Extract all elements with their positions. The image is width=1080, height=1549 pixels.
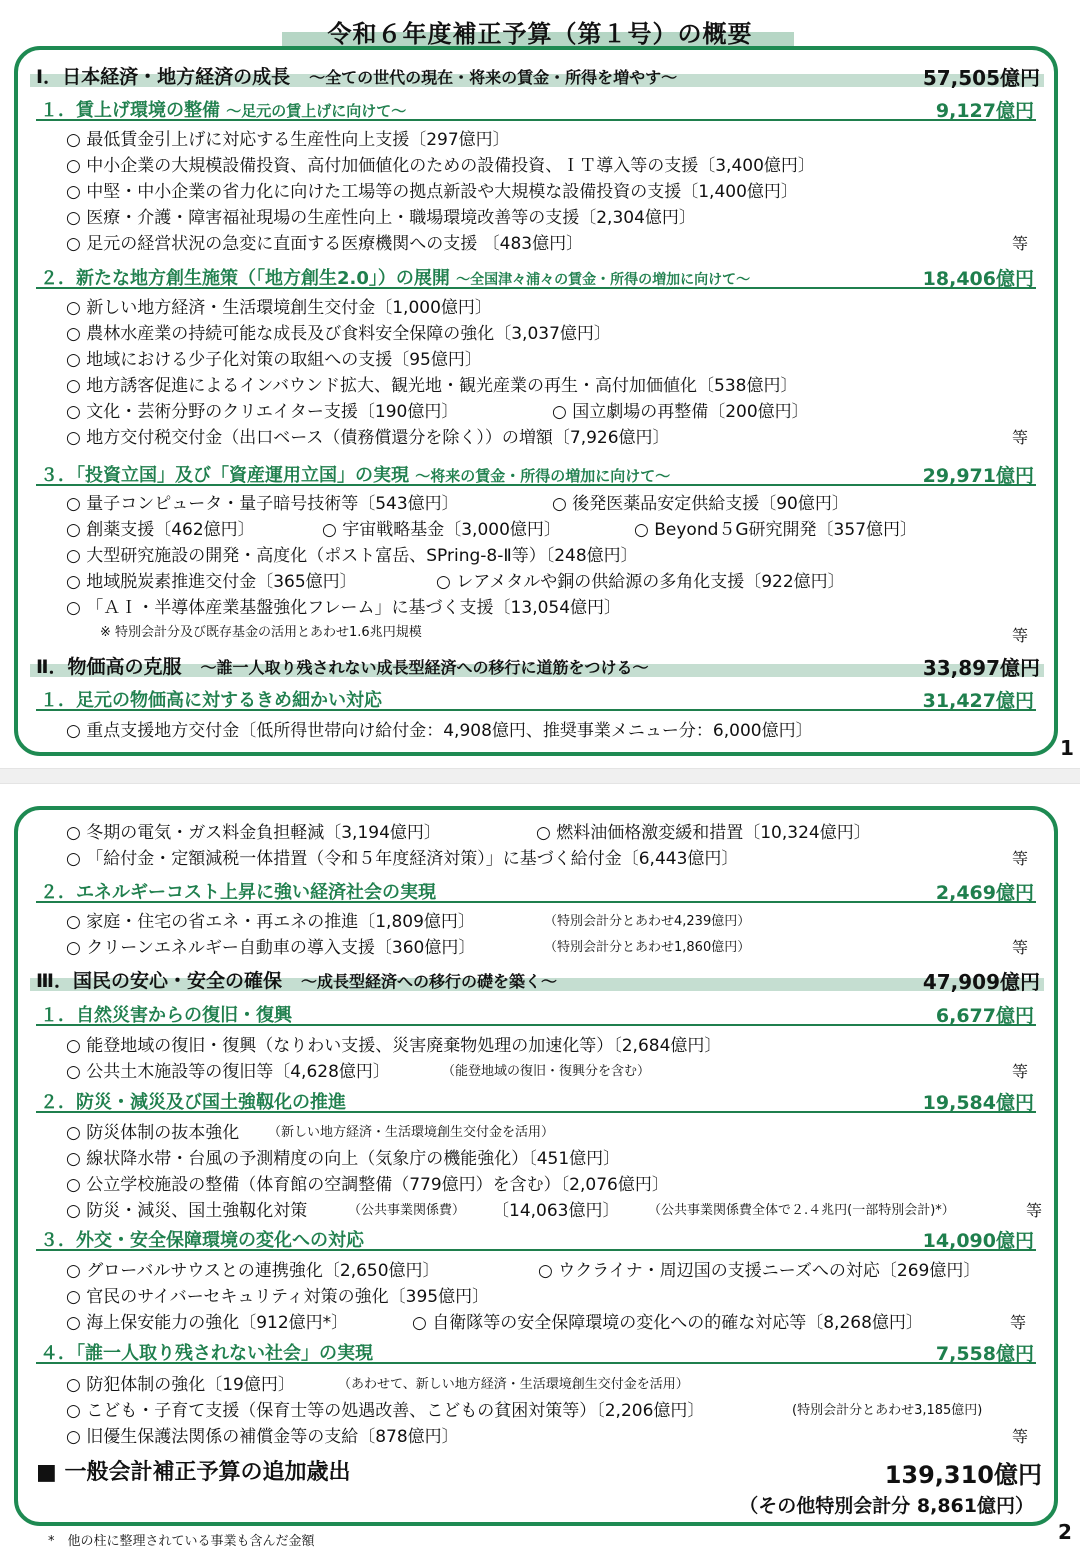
- list-item: ○ 中小企業の大規模設備投資、高付加価値化のための設備投資、ＩＴ導入等の支援〔3,400億円〕: [66, 156, 815, 176]
- section-2-label: Ⅱ．物価高の克服: [36, 656, 182, 678]
- page-separator: [0, 768, 1080, 784]
- subsection-3-3-heading: [30, 1226, 1044, 1252]
- subsection-2-2-heading: [30, 878, 1044, 904]
- subsection-3-2-amount: 19,584億円: [922, 1092, 1034, 1114]
- subsection-3-1-heading: [30, 1001, 1044, 1027]
- etc-marker: 等: [1011, 234, 1028, 253]
- etc-marker: 等: [1025, 1201, 1042, 1220]
- list-item: ○ 重点支援地方交付金〔低所得世帯向け給付金：4,908億円、推奨事業メニュー分：6,000億円〕: [66, 721, 813, 741]
- section-2-heading: [30, 652, 1044, 678]
- subsection-1-1-amount: 9,127億円: [935, 100, 1034, 122]
- section-3-amount: 47,909億円: [922, 970, 1040, 994]
- etc-marker: 等: [1009, 1313, 1026, 1332]
- subsection-1-3-label: ３．「投資立国」及び「資産運用立国」の実現: [40, 465, 409, 486]
- subsection-1-3-amount: 29,971億円: [922, 465, 1034, 487]
- list-item: ○ 文化・芸術分野のクリエイター支援〔190億円〕 ○ 国立劇場の再整備〔200億円〕: [66, 402, 809, 422]
- list-item: ○ 創薬支援〔462億円〕 ○ 宇宙戦略基金〔3,000億円〕 ○ Beyond５G研究開発〔357億円〕: [66, 520, 918, 540]
- list-item: ○ 公立学校施設の整備（体育館の空調整備（779億円）を含む）〔2,076億円〕: [66, 1175, 669, 1195]
- list-item: ○ 公共土木施設等の復旧等〔4,628億円〕 （能登地域の復旧・復興分を含む） 等: [30, 1057, 1044, 1082]
- page-number-2: 2: [1058, 1520, 1072, 1544]
- list-item: ○ 「ＡＩ・半導体産業基盤強化フレーム」に基づく支援〔13,054億円〕: [66, 598, 622, 618]
- total-label: ■ 一般会計補正予算の追加歳出: [36, 1460, 351, 1485]
- list-item: ○ 旧優生保護法関係の補償金等の支給〔878億円〕 等: [30, 1422, 1044, 1447]
- subsection-1-2-subtitle: ～全国津々浦々の賃金・所得の増加に向けて～: [456, 272, 751, 288]
- list-item: ○ 防災体制の抜本強化 （新しい地方経済・生活環境創生交付金を活用）: [66, 1123, 555, 1143]
- etc-marker: 等: [1011, 1427, 1028, 1446]
- list-item: ○ 官民のサイバーセキュリティ対策の強化〔395億円〕: [66, 1287, 490, 1307]
- total-amount: 139,310億円: [884, 1461, 1042, 1489]
- subsection-3-3-label: ３．外交・安全保障環境の変化への対応: [40, 1230, 364, 1251]
- list-item: ○ 大型研究施設の開発・高度化（ポスト富岳、SPring-8-Ⅱ等）〔248億円〕: [66, 546, 638, 566]
- subsection-3-2-label: ２．防災・減災及び国土強靱化の推進: [40, 1092, 346, 1113]
- title-area: [0, 8, 1080, 48]
- subsection-1-3-heading: [30, 461, 1044, 487]
- subsection-2-2-amount: 2,469億円: [935, 882, 1034, 904]
- subsection-3-4-label: ４．「誰一人取り残されない社会」の実現: [40, 1343, 373, 1364]
- list-item: ○ 地域における少子化対策の取組への支援〔95億円〕: [66, 350, 482, 370]
- section-3-heading: [30, 966, 1044, 992]
- list-item: ○ 防災・減災、国土強靱化対策 （公共事業関係費） 〔14,063億円〕 （公共事業関係費全体で２.４兆円(一部特別会計)*） 等: [30, 1196, 1044, 1221]
- etc-marker: 等: [1011, 1062, 1028, 1081]
- list-item: ○ 海上保安能力の強化〔912億円*〕 ○ 自衛隊等の安全保障環境の変化への的確な対応等〔8,268億円〕 等: [30, 1308, 1044, 1333]
- subsection-1-2-label: ２．新たな地方創生施策（「地方創生2.0」）の展開: [40, 268, 450, 289]
- section-3-label: Ⅲ．国民の安心・安全の確保: [36, 970, 282, 992]
- section-1-label: Ⅰ．日本経済・地方経済の成長: [36, 66, 291, 88]
- footnote: * 他の柱に整理されている事業も含んだ金額: [48, 1534, 315, 1549]
- list-item: ○ 量子コンピュータ・量子暗号技術等〔543億円〕 ○ 後発医薬品安定供給支援〔90億円〕: [66, 494, 849, 514]
- list-item: ○ 「給付金・定額減税一体措置（令和５年度経済対策）」に基づく給付金〔6,443億円〕 等: [30, 844, 1044, 869]
- subsection-3-4-amount: 7,558億円: [935, 1343, 1034, 1365]
- list-item: ○ 地方誘客促進によるインバウンド拡大、観光地・観光産業の再生・高付加価値化〔538億円〕: [66, 376, 798, 396]
- list-item: ○ 地方交付税交付金（出口ベース（債務償還分を除く））の増額〔7,926億円〕 等: [30, 423, 1044, 448]
- list-item: ○ 医療・介護・障害福祉現場の生産性向上・職場環境改善等の支援〔2,304億円〕: [66, 208, 696, 228]
- section-1-subtitle: ～全ての世代の現在・将来の賃金・所得を増やす～: [309, 68, 678, 87]
- subsection-3-2-heading: [30, 1088, 1044, 1114]
- list-item: ○ 線状降水帯・台風の予測精度の向上（気象庁の機能強化）〔451億円〕: [66, 1149, 621, 1169]
- subsection-1-3-subtitle: ～将来の賃金・所得の増加に向けて～: [415, 467, 671, 485]
- section-3-subtitle: ～成長型経済への移行の礎を築く～: [300, 972, 557, 991]
- page-title: 令和６年度補正予算（第１号）の概要: [327, 20, 753, 48]
- list-item: ○ 能登地域の復旧・復興（なりわい支援、災害廃棄物処理の加速化等）〔2,684億円〕: [66, 1036, 722, 1056]
- list-item: ○ 中堅・中小企業の省力化に向けた工場等の拠点新設や大規模な設備投資の支援〔1,400億円〕: [66, 182, 798, 202]
- subsection-2-1-label: １．足元の物価高に対するきめ細かい対応: [40, 690, 382, 711]
- etc-marker: 等: [1011, 626, 1028, 645]
- list-item: ○ こども・子育て支援（保育士等の処遇改善、こどもの貧困対策等）〔2,206億円〕 (特別会計分とあわせ3,185億円): [66, 1401, 983, 1421]
- list-item: ○ グローバルサウスとの連携強化〔2,650億円〕 ○ ウクライナ・周辺国の支援ニーズへの対応〔269億円〕: [66, 1261, 981, 1281]
- list-item: ○ 冬期の電気・ガス料金負担軽減〔3,194億円〕 ○ 燃料油価格激変緩和措置〔10,324億円〕: [66, 823, 871, 843]
- page-number-1: 1: [1060, 736, 1074, 760]
- subsection-1-1-subtitle: ～足元の賃上げに向けて～: [226, 102, 407, 120]
- subsection-1-2-amount: 18,406億円: [922, 268, 1034, 290]
- subsection-1-1-label: １．賃上げ環境の整備: [40, 100, 220, 121]
- note-line: ※ 特別会計分及び既存基金の活用とあわせ1.6兆円規模 等: [100, 625, 1028, 645]
- special-account-row: [30, 1491, 1044, 1519]
- special-account-amount: （その他特別会計分 8,861億円）: [739, 1495, 1034, 1517]
- section-2-amount: 33,897億円: [922, 656, 1040, 680]
- subsection-2-1-heading: [30, 686, 1044, 712]
- list-item: ○ 農林水産業の持続可能な成長及び食料安全保障の強化〔3,037億円〕: [66, 324, 611, 344]
- subsection-2-2-label: ２．エネルギーコスト上昇に強い経済社会の実現: [40, 882, 436, 903]
- subsection-1-2-heading: [30, 264, 1044, 290]
- etc-marker: 等: [1011, 938, 1028, 957]
- list-item: ○ 最低賃金引上げに対応する生産性向上支援〔297億円〕: [66, 130, 510, 150]
- section-2-subtitle: ～誰一人取り残されない成長型経済への移行に道筋をつける～: [200, 658, 649, 677]
- subsection-3-1-label: １．自然災害からの復旧・復興: [40, 1005, 292, 1026]
- etc-marker: 等: [1011, 428, 1028, 447]
- list-item: ○ 防犯体制の強化〔19億円〕 （あわせて、新しい地方経済・生活環境創生交付金を活用）: [66, 1375, 689, 1395]
- subsection-1-1-heading: [30, 96, 1044, 122]
- subsection-2-1-amount: 31,427億円: [922, 690, 1034, 712]
- list-item: ○ 家庭・住宅の省エネ・再エネの推進〔1,809億円〕 （特別会計分とあわせ4,239億円）: [66, 912, 751, 932]
- section-1-amount: 57,505億円: [922, 66, 1040, 90]
- etc-marker: 等: [1011, 849, 1028, 868]
- list-item: ○ 新しい地方経済・生活環境創生交付金〔1,000億円〕: [66, 298, 492, 318]
- list-item: ○ 足元の経営状況の急変に直面する医療機関への支援 〔483億円〕 等: [30, 229, 1044, 254]
- subsection-3-1-amount: 6,677億円: [935, 1005, 1034, 1027]
- list-item: ○ 地域脱炭素推進交付金〔365億円〕 ○ レアメタルや銅の供給源の多角化支援〔922億円〕: [66, 572, 845, 592]
- subsection-3-3-amount: 14,090億円: [922, 1230, 1034, 1252]
- list-item: ○ クリーンエネルギー自動車の導入支援〔360億円〕 （特別会計分とあわせ1,860億円） 等: [30, 933, 1044, 958]
- subsection-3-4-heading: [30, 1339, 1044, 1365]
- total-row: [30, 1455, 1044, 1489]
- section-1-heading: [30, 62, 1044, 88]
